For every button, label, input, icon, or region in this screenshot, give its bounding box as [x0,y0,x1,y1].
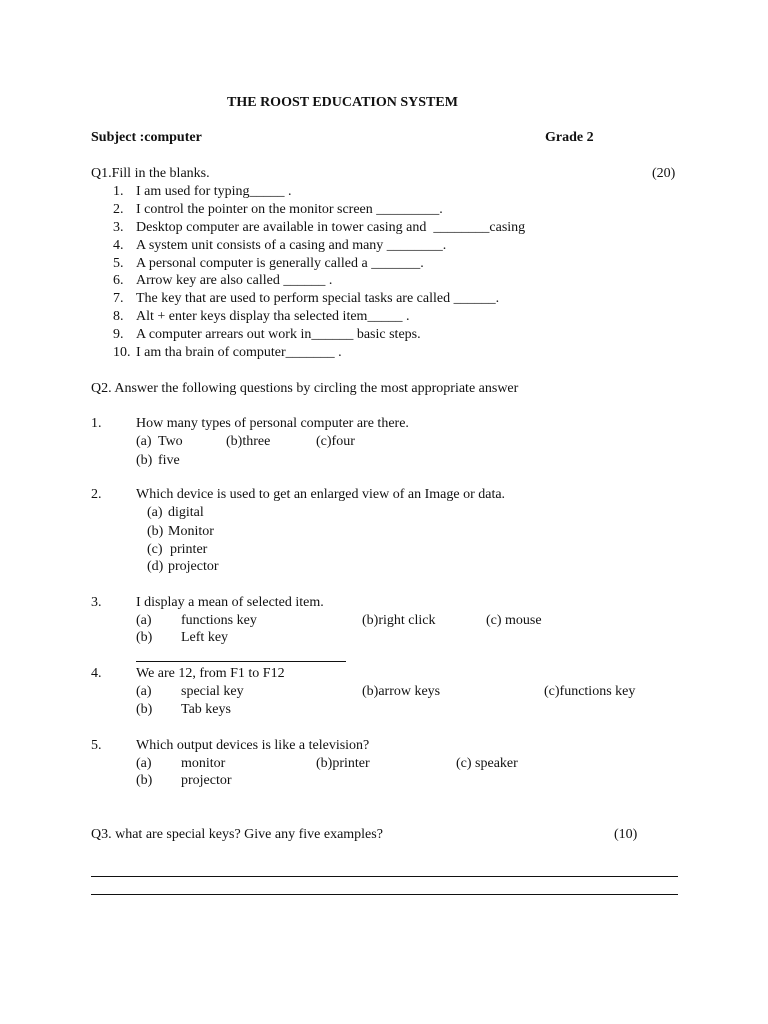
q2-question-text: I display a mean of selected item. [136,595,324,610]
option-label: (c) [147,542,163,557]
q2-heading: Q2. Answer the following questions by circling the most appropriate answer [91,381,519,396]
option-text: Left key [181,630,229,645]
option-label: (a) [136,434,152,449]
q1-item-number: 9. [113,327,124,342]
option-text: monitor [181,756,226,771]
answer-line [91,876,678,877]
q1-item-text: Arrow key are also called ______ . [136,273,333,288]
subject-label: Subject :computer [91,130,202,145]
option-label: (b) [147,524,164,539]
option-text: Tab keys [181,702,231,717]
q2-question-number: 5. [91,738,102,753]
option-text: (b)right click [362,613,436,628]
q1-item-text: I control the pointer on the monitor screen _________. [136,202,443,217]
option-label: (b) [136,630,153,645]
option-label: (b) [136,453,153,468]
option-label: (d) [147,559,164,574]
option-text: (c)functions key [544,684,636,699]
option-text: (c)four [316,434,355,449]
q1-item-text: A personal computer is generally called a _______. [136,256,424,271]
q1-item-number: 8. [113,309,124,324]
option-text: (c) mouse [486,613,542,628]
q1-marks: (20) [652,166,676,181]
q1-item-number: 4. [113,238,124,253]
option-text: printer [170,542,208,557]
q1-item-text: I am used for typing_____ . [136,184,292,199]
q2-question-text: Which output devices is like a television? [136,738,370,753]
option-text: Monitor [168,524,214,539]
q2-question-text: How many types of personal computer are there. [136,416,409,431]
q1-item-text: I am tha brain of computer_______ . [136,345,342,360]
q1-item-number: 5. [113,256,124,271]
q2-question-number: 1. [91,416,102,431]
q1-item-number: 10. [113,345,131,360]
option-text: (b)printer [316,756,370,771]
option-text: (b)three [226,434,271,449]
option-text: digital [168,505,204,520]
option-text: projector [181,773,232,788]
option-text: special key [181,684,244,699]
q1-item-text: A computer arrears out work in______ basic steps. [136,327,421,342]
q2-question-number: 3. [91,595,102,610]
q1-item-text: Desktop computer are available in tower casing and ________casing [136,220,526,235]
option-text: (b)arrow keys [362,684,441,699]
q2-question-number: 4. [91,666,102,681]
divider-line [136,661,346,662]
q1-item-number: 7. [113,291,124,306]
q1-item-number: 3. [113,220,124,235]
answer-line [91,894,678,895]
option-label: (a) [136,684,152,699]
q2-question-number: 2. [91,487,102,502]
q1-item-text: The key that are used to perform special tasks are called ______. [136,291,500,306]
option-label: (a) [136,613,152,628]
option-label: (b) [136,702,153,717]
q1-item-number: 1. [113,184,124,199]
q2-question-text: We are 12, from F1 to F12 [136,666,285,681]
q3-marks: (10) [614,827,638,842]
q1-item-number: 2. [113,202,124,217]
q2-question-text: Which device is used to get an enlarged view of an Image or data. [136,487,506,502]
option-text: (c) speaker [456,756,518,771]
option-text: five [158,453,180,468]
page-title: THE ROOST EDUCATION SYSTEM [227,95,458,110]
q3-heading: Q3. what are special keys? Give any five examples? [91,827,383,842]
q1-item-number: 6. [113,273,124,288]
grade-label: Grade 2 [545,130,594,145]
option-text: Two [158,434,183,449]
option-label: (b) [136,773,153,788]
option-text: projector [168,559,219,574]
option-label: (a) [136,756,152,771]
option-text: functions key [181,613,257,628]
q1-item-text: A system unit consists of a casing and many ________. [136,238,447,253]
q1-item-text: Alt + enter keys display tha selected item_____ . [136,309,410,324]
q1-heading: Q1.Fill in the blanks. [91,166,210,181]
option-label: (a) [147,505,163,520]
